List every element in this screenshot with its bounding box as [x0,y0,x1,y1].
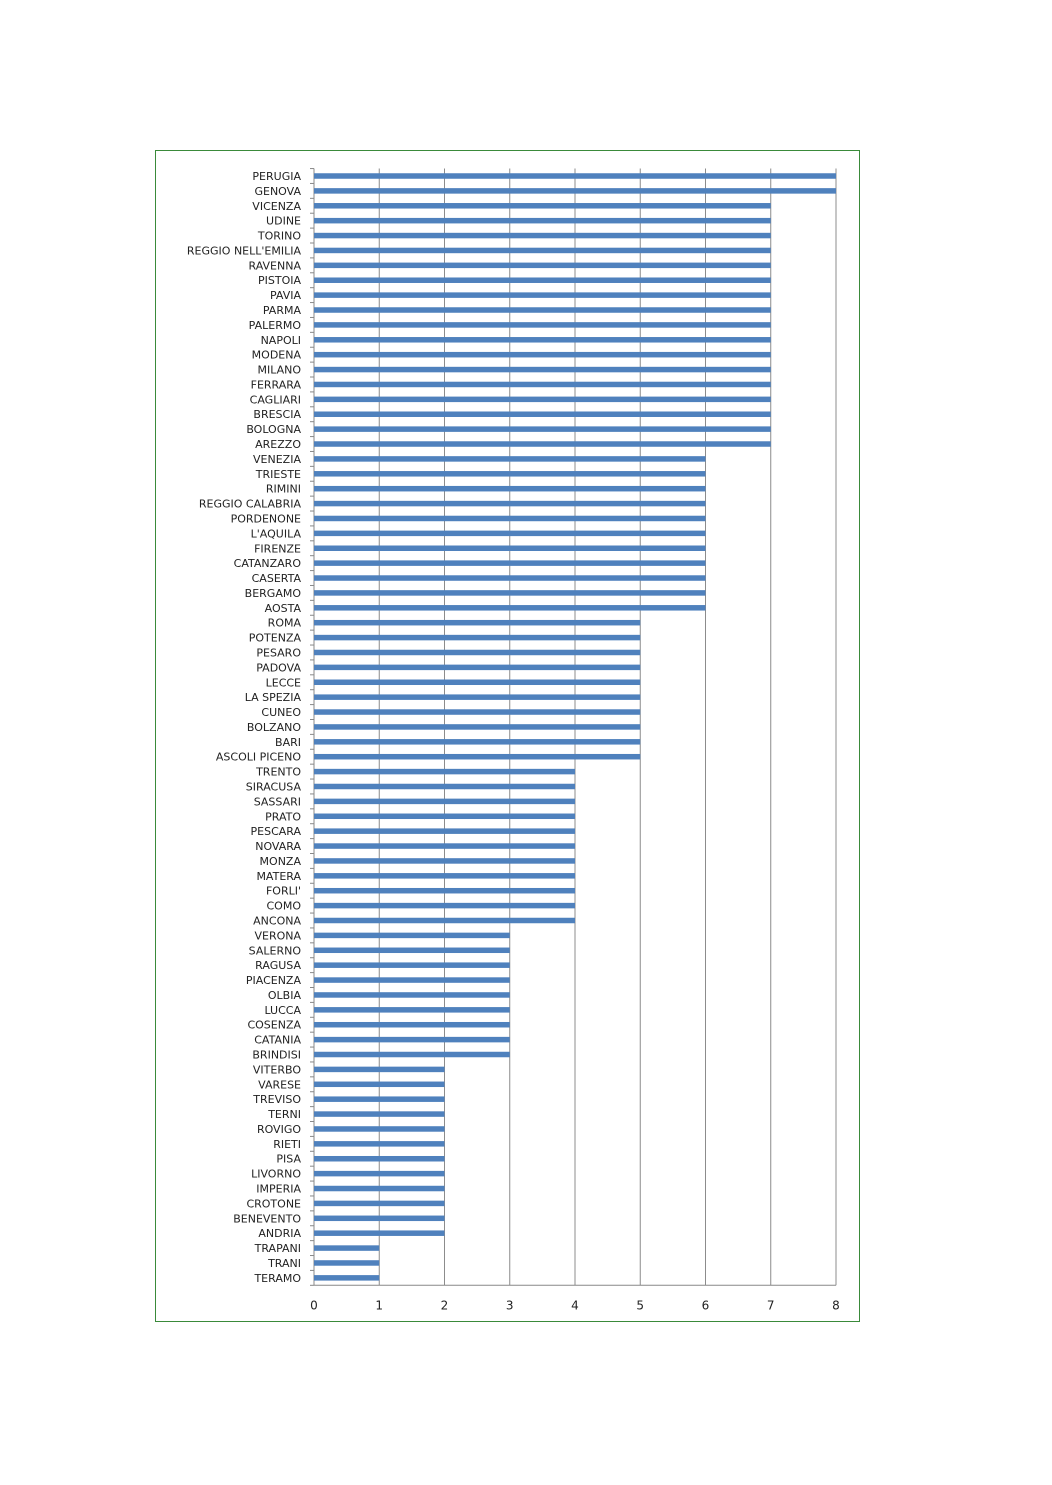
bar [314,1007,510,1013]
bar [314,620,640,626]
bar [314,1022,510,1028]
category-label: COMO [266,899,301,913]
category-label: PIACENZA [245,974,301,988]
bar [314,1126,445,1132]
category-label: UDINE [266,214,301,228]
x-tick-label: 4 [571,1298,579,1313]
bar [314,471,706,477]
bar [314,754,640,760]
category-label: OLBIA [267,988,301,1002]
bar [314,903,575,909]
category-label: BRINDISI [252,1048,301,1062]
bar [314,292,771,298]
category-label: ANCONA [253,914,301,928]
category-label: PAVIA [269,289,301,303]
bar [314,709,640,715]
bar [314,814,575,820]
bar-chart [156,151,859,1321]
chart-frame [155,150,860,1322]
bar [314,322,771,328]
bar [314,1171,445,1177]
bar [314,1260,379,1266]
category-label: PRATO [265,810,301,824]
bar [314,1156,445,1162]
bar [314,665,640,671]
category-label: REGGIO NELL'EMILIA [186,244,301,258]
bar [314,218,771,224]
category-label: NOVARA [255,840,301,854]
category-label: COSENZA [247,1018,301,1032]
bar [314,1096,445,1102]
category-label: GENOVA [254,184,301,198]
x-tick-label: 0 [310,1298,318,1313]
category-label: FERRARA [250,378,301,392]
category-label: BRESCIA [253,408,301,422]
category-label: FIRENZE [254,542,301,556]
category-label: PARMA [262,304,301,318]
category-label: PISA [276,1152,301,1166]
bar [314,1230,445,1236]
x-tick-label: 5 [636,1298,645,1313]
category-label: BERGAMO [244,586,301,600]
bar [314,828,575,834]
category-label: CASERTA [251,572,301,586]
bar [314,352,771,358]
bar [314,173,836,179]
bar [314,456,706,462]
bar [314,977,510,983]
bar [314,1067,445,1073]
x-tick-label: 1 [375,1298,384,1313]
bar [314,575,706,581]
x-tick-label: 8 [832,1298,840,1313]
category-label: CATANZARO [233,557,301,571]
category-label: FORLI' [265,884,301,898]
category-label: TERAMO [254,1271,301,1285]
category-label: TREVISO [253,1093,301,1107]
bar [314,1037,510,1043]
bar [314,1052,510,1058]
bar [314,1275,379,1281]
category-label: TRAPANI [254,1242,301,1256]
bar [314,843,575,849]
x-tick-label: 3 [505,1298,514,1313]
bar [314,1111,445,1117]
category-label: AREZZO [255,438,301,452]
category-label: PALERMO [248,318,301,332]
category-label: IMPERIA [256,1182,301,1196]
category-label: PERUGIA [252,170,301,183]
category-label: VERONA [254,929,301,943]
bar [314,739,640,745]
bar [314,635,640,641]
category-label: CATANIA [254,1033,301,1047]
bar [314,411,771,417]
x-tick-label: 6 [701,1298,710,1313]
category-label: PESCARA [250,825,301,839]
category-label: BARI [275,735,301,749]
category-label: BENEVENTO [233,1212,301,1226]
bar [314,918,575,924]
category-label: PISTOIA [257,274,301,288]
bar [314,531,706,537]
bar [314,799,575,805]
bar [314,948,510,954]
category-label: BOLZANO [246,720,301,734]
bar [314,769,575,775]
bar [314,397,771,403]
category-label: PADOVA [256,661,301,675]
category-label: MATERA [256,869,301,883]
category-label: RAVENNA [248,259,301,273]
x-tick-label: 7 [766,1298,775,1313]
bar [314,233,771,239]
category-label: TRENTO [256,765,301,779]
category-label: CAGLIARI [249,393,301,407]
category-label: MODENA [251,348,301,362]
bar [314,248,771,254]
category-label: L'AQUILA [250,527,301,541]
bar [314,1216,445,1222]
category-label: TERNI [268,1108,301,1122]
category-label: LIVORNO [251,1167,301,1181]
category-label: NAPOLI [260,333,301,347]
bar [314,263,771,269]
bar [314,501,706,507]
category-label: SALERNO [248,944,301,958]
bar [314,307,771,313]
category-label: SASSARI [253,795,301,809]
category-label: ROVIGO [256,1122,301,1136]
category-label: RIMINI [265,482,301,496]
bar [314,858,575,864]
category-label: AOSTA [264,601,301,615]
category-label: POTENZA [248,631,301,645]
category-label: TORINO [257,229,301,243]
bar [314,724,640,730]
category-label: BOLOGNA [246,423,301,437]
category-label: MILANO [257,363,301,377]
bar [314,426,771,432]
category-label: VITERBO [252,1063,301,1077]
bar [314,516,706,522]
bar [314,694,640,700]
bar [314,382,771,388]
category-label: CUNEO [261,706,301,720]
category-label: ANDRIA [258,1227,301,1241]
category-label: ROMA [267,616,301,630]
bar [314,992,510,998]
bar [314,1082,445,1088]
bar [314,1186,445,1192]
bar [314,605,706,611]
category-label: LUCCA [264,1003,301,1017]
bar [314,1141,445,1147]
bar [314,203,771,209]
bar [314,590,706,596]
category-label: PESARO [256,646,301,660]
bar [314,367,771,373]
bar [314,1201,445,1207]
bar [314,962,510,968]
bar [314,560,706,566]
bar [314,1245,379,1251]
category-label: REGGIO CALABRIA [198,497,301,511]
category-label: VENEZIA [253,452,301,466]
bar [314,277,771,283]
bar [314,888,575,894]
bar [314,337,771,343]
bar [314,873,575,879]
category-label: MONZA [259,854,301,868]
bar [314,650,640,656]
category-label: RAGUSA [255,959,301,973]
category-label: VARESE [258,1078,301,1092]
bar [314,680,640,686]
category-label: RIETI [273,1137,301,1151]
bar [314,188,836,194]
bar [314,441,771,447]
category-label: LA SPEZIA [244,691,301,705]
category-label: VICENZA [252,199,301,213]
category-label: ASCOLI PICENO [215,750,301,764]
category-label: LECCE [265,676,301,690]
category-label: TRIESTE [255,467,301,481]
bar [314,784,575,790]
category-label: SIRACUSA [245,780,301,794]
category-label: TRANI [268,1256,301,1270]
bar [314,546,706,552]
x-tick-label: 2 [440,1298,449,1313]
category-label: PORDENONE [230,512,301,526]
category-label: CROTONE [246,1197,301,1211]
bar [314,933,510,939]
bar [314,486,706,492]
